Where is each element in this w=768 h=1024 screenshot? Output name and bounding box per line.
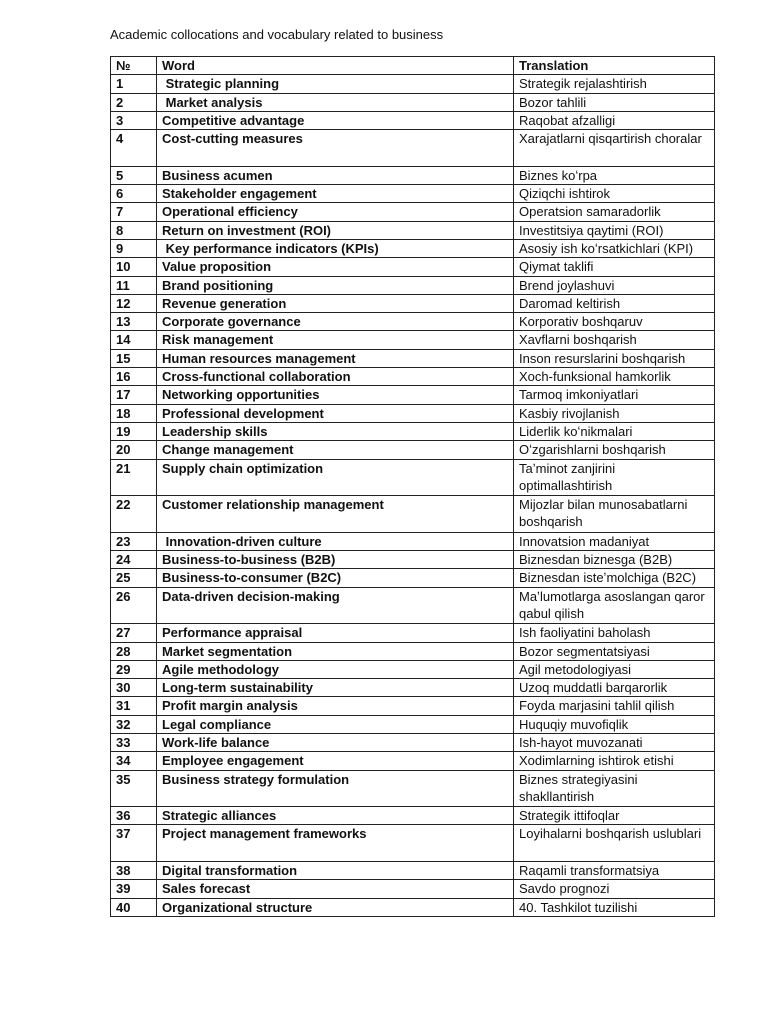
row-number-cell: 9 xyxy=(111,239,157,257)
translation-cell: Taʼminot zanjirini optimallashtirish xyxy=(514,459,715,496)
row-number-cell: 24 xyxy=(111,551,157,569)
translation-cell: Qiymat taklifi xyxy=(514,258,715,276)
row-number-cell: 7 xyxy=(111,203,157,221)
number-column-header: № xyxy=(111,57,157,75)
translation-cell: Tarmoq imkoniyatlari xyxy=(514,386,715,404)
translation-cell: Xodimlarning ishtirok etishi xyxy=(514,752,715,770)
translation-cell: Mijozlar bilan munosabatlarni boshqarish xyxy=(514,496,715,533)
word-cell: Customer relationship management xyxy=(157,496,514,533)
word-cell: Long-term sustainability xyxy=(157,679,514,697)
translation-cell: Agil metodologiyasi xyxy=(514,660,715,678)
row-number-cell: 29 xyxy=(111,660,157,678)
word-cell: Professional development xyxy=(157,404,514,422)
row-number-cell: 36 xyxy=(111,807,157,825)
row-number-cell: 21 xyxy=(111,459,157,496)
translation-cell: Raqobat afzalligi xyxy=(514,111,715,129)
translation-cell: Inson resurslarini boshqarish xyxy=(514,349,715,367)
translation-cell: Raqamli transformatsiya xyxy=(514,862,715,880)
translation-cell: Kasbiy rivojlanish xyxy=(514,404,715,422)
table-header-row xyxy=(111,57,715,75)
table-row xyxy=(111,422,715,440)
word-cell: Networking opportunities xyxy=(157,386,514,404)
word-cell: Revenue generation xyxy=(157,294,514,312)
table-row xyxy=(111,93,715,111)
table-row xyxy=(111,642,715,660)
row-number-cell: 6 xyxy=(111,185,157,203)
table-row xyxy=(111,679,715,697)
row-number-cell: 31 xyxy=(111,697,157,715)
row-number-cell: 15 xyxy=(111,349,157,367)
translation-cell: Liderlik koʻnikmalari xyxy=(514,422,715,440)
translation-cell: Innovatsion madaniyat xyxy=(514,532,715,550)
table-body xyxy=(111,75,715,917)
translation-cell: Operatsion samaradorlik xyxy=(514,203,715,221)
row-number-cell: 40 xyxy=(111,898,157,916)
row-number-cell: 35 xyxy=(111,770,157,807)
word-cell: Profit margin analysis xyxy=(157,697,514,715)
row-number-cell: 5 xyxy=(111,166,157,184)
row-number-cell: 10 xyxy=(111,258,157,276)
table-row xyxy=(111,459,715,496)
word-cell: Organizational structure xyxy=(157,898,514,916)
translation-cell: Oʻzgarishlarni boshqarish xyxy=(514,441,715,459)
word-cell: Risk management xyxy=(157,331,514,349)
row-number-cell: 19 xyxy=(111,422,157,440)
word-cell: Stakeholder engagement xyxy=(157,185,514,203)
row-number-cell: 26 xyxy=(111,587,157,624)
word-cell: Legal compliance xyxy=(157,715,514,733)
row-number-cell: 4 xyxy=(111,130,157,167)
table-row xyxy=(111,825,715,862)
row-number-cell: 39 xyxy=(111,880,157,898)
row-number-cell: 2 xyxy=(111,93,157,111)
word-cell: Sales forecast xyxy=(157,880,514,898)
word-cell: Employee engagement xyxy=(157,752,514,770)
row-number-cell: 14 xyxy=(111,331,157,349)
word-cell: Business-to-business (B2B) xyxy=(157,551,514,569)
row-number-cell: 33 xyxy=(111,733,157,751)
table-row xyxy=(111,185,715,203)
table-row xyxy=(111,203,715,221)
row-number-cell: 23 xyxy=(111,532,157,550)
word-cell: Strategic planning xyxy=(157,75,514,93)
table-row xyxy=(111,733,715,751)
table-row xyxy=(111,386,715,404)
table-row xyxy=(111,569,715,587)
word-cell: Market segmentation xyxy=(157,642,514,660)
word-cell: Innovation-driven culture xyxy=(157,532,514,550)
table-row xyxy=(111,715,715,733)
word-cell: Project management frameworks xyxy=(157,825,514,862)
table-row xyxy=(111,294,715,312)
row-number-cell: 25 xyxy=(111,569,157,587)
word-cell: Performance appraisal xyxy=(157,624,514,642)
translation-cell: Biznesdan isteʼmolchiga (B2C) xyxy=(514,569,715,587)
table-row xyxy=(111,697,715,715)
translation-cell: Investitsiya qaytimi (ROI) xyxy=(514,221,715,239)
table-row xyxy=(111,880,715,898)
translation-cell: Asosiy ish koʻrsatkichlari (KPI) xyxy=(514,239,715,257)
word-cell: Agile methodology xyxy=(157,660,514,678)
row-number-cell: 28 xyxy=(111,642,157,660)
row-number-cell: 12 xyxy=(111,294,157,312)
row-number-cell: 18 xyxy=(111,404,157,422)
translation-cell: Huquqiy muvofiqlik xyxy=(514,715,715,733)
word-cell: Digital transformation xyxy=(157,862,514,880)
translation-cell: Bozor segmentatsiyasi xyxy=(514,642,715,660)
row-number-cell: 32 xyxy=(111,715,157,733)
translation-cell: Brend joylashuvi xyxy=(514,276,715,294)
row-number-cell: 22 xyxy=(111,496,157,533)
table-row xyxy=(111,496,715,533)
word-cell: Business acumen xyxy=(157,166,514,184)
table-row xyxy=(111,551,715,569)
row-number-cell: 3 xyxy=(111,111,157,129)
word-cell: Competitive advantage xyxy=(157,111,514,129)
word-cell: Return on investment (ROI) xyxy=(157,221,514,239)
table-row xyxy=(111,660,715,678)
table-row xyxy=(111,807,715,825)
table-row xyxy=(111,898,715,916)
table-row xyxy=(111,349,715,367)
translation-cell: Xavflarni boshqarish xyxy=(514,331,715,349)
vocabulary-table xyxy=(110,56,715,917)
word-cell: Business strategy formulation xyxy=(157,770,514,807)
word-cell: Strategic alliances xyxy=(157,807,514,825)
word-cell: Leadership skills xyxy=(157,422,514,440)
word-cell: Market analysis xyxy=(157,93,514,111)
translation-cell: Ish-hayot muvozanati xyxy=(514,733,715,751)
row-number-cell: 17 xyxy=(111,386,157,404)
row-number-cell: 37 xyxy=(111,825,157,862)
word-cell: Value proposition xyxy=(157,258,514,276)
row-number-cell: 8 xyxy=(111,221,157,239)
table-row xyxy=(111,862,715,880)
table-row xyxy=(111,368,715,386)
table-row xyxy=(111,111,715,129)
translation-cell: Biznes koʻrpa xyxy=(514,166,715,184)
table-row xyxy=(111,624,715,642)
table-row xyxy=(111,441,715,459)
translation-cell: Foyda marjasini tahlil qilish xyxy=(514,697,715,715)
translation-cell: Loyihalarni boshqarish uslublari xyxy=(514,825,715,862)
word-cell: Change management xyxy=(157,441,514,459)
word-cell: Corporate governance xyxy=(157,313,514,331)
row-number-cell: 1 xyxy=(111,75,157,93)
word-cell: Cross-functional collaboration xyxy=(157,368,514,386)
translation-cell: Daromad keltirish xyxy=(514,294,715,312)
word-cell: Cost-cutting measures xyxy=(157,130,514,167)
table-row xyxy=(111,239,715,257)
word-cell: Key performance indicators (KPIs) xyxy=(157,239,514,257)
word-cell: Brand positioning xyxy=(157,276,514,294)
row-number-cell: 16 xyxy=(111,368,157,386)
translation-cell: Strategik ittifoqlar xyxy=(514,807,715,825)
word-cell: Data-driven decision-making xyxy=(157,587,514,624)
translation-cell: Maʼlumotlarga asoslangan qaror qabul qilish xyxy=(514,587,715,624)
row-number-cell: 11 xyxy=(111,276,157,294)
table-row xyxy=(111,166,715,184)
table-row xyxy=(111,313,715,331)
table-row xyxy=(111,258,715,276)
table-row xyxy=(111,75,715,93)
translation-cell: 40. Tashkilot tuzilishi xyxy=(514,898,715,916)
table-row xyxy=(111,770,715,807)
translation-cell: Strategik rejalashtirish xyxy=(514,75,715,93)
table-row xyxy=(111,130,715,167)
table-row xyxy=(111,587,715,624)
translation-cell: Qiziqchi ishtirok xyxy=(514,185,715,203)
word-cell: Human resources management xyxy=(157,349,514,367)
row-number-cell: 13 xyxy=(111,313,157,331)
translation-cell: Bozor tahlili xyxy=(514,93,715,111)
row-number-cell: 30 xyxy=(111,679,157,697)
row-number-cell: 34 xyxy=(111,752,157,770)
translation-cell: Xarajatlarni qisqartirish choralar xyxy=(514,130,715,167)
row-number-cell: 38 xyxy=(111,862,157,880)
word-cell: Operational efficiency xyxy=(157,203,514,221)
table-row xyxy=(111,221,715,239)
table-row xyxy=(111,276,715,294)
word-column-header: Word xyxy=(157,57,514,75)
word-cell: Supply chain optimization xyxy=(157,459,514,496)
word-cell: Business-to-consumer (B2C) xyxy=(157,569,514,587)
row-number-cell: 20 xyxy=(111,441,157,459)
row-number-cell: 27 xyxy=(111,624,157,642)
translation-column-header: Translation xyxy=(514,57,715,75)
translation-cell: Biznesdan biznesga (B2B) xyxy=(514,551,715,569)
table-row xyxy=(111,331,715,349)
translation-cell: Xoch-funksional hamkorlik xyxy=(514,368,715,386)
table-row xyxy=(111,752,715,770)
document-title: Academic collocations and vocabulary related to business xyxy=(110,27,444,42)
table-row xyxy=(111,532,715,550)
translation-cell: Ish faoliyatini baholash xyxy=(514,624,715,642)
translation-cell: Korporativ boshqaruv xyxy=(514,313,715,331)
word-cell: Work-life balance xyxy=(157,733,514,751)
translation-cell: Uzoq muddatli barqarorlik xyxy=(514,679,715,697)
translation-cell: Savdo prognozi xyxy=(514,880,715,898)
table-row xyxy=(111,404,715,422)
translation-cell: Biznes strategiyasini shakllantirish xyxy=(514,770,715,807)
